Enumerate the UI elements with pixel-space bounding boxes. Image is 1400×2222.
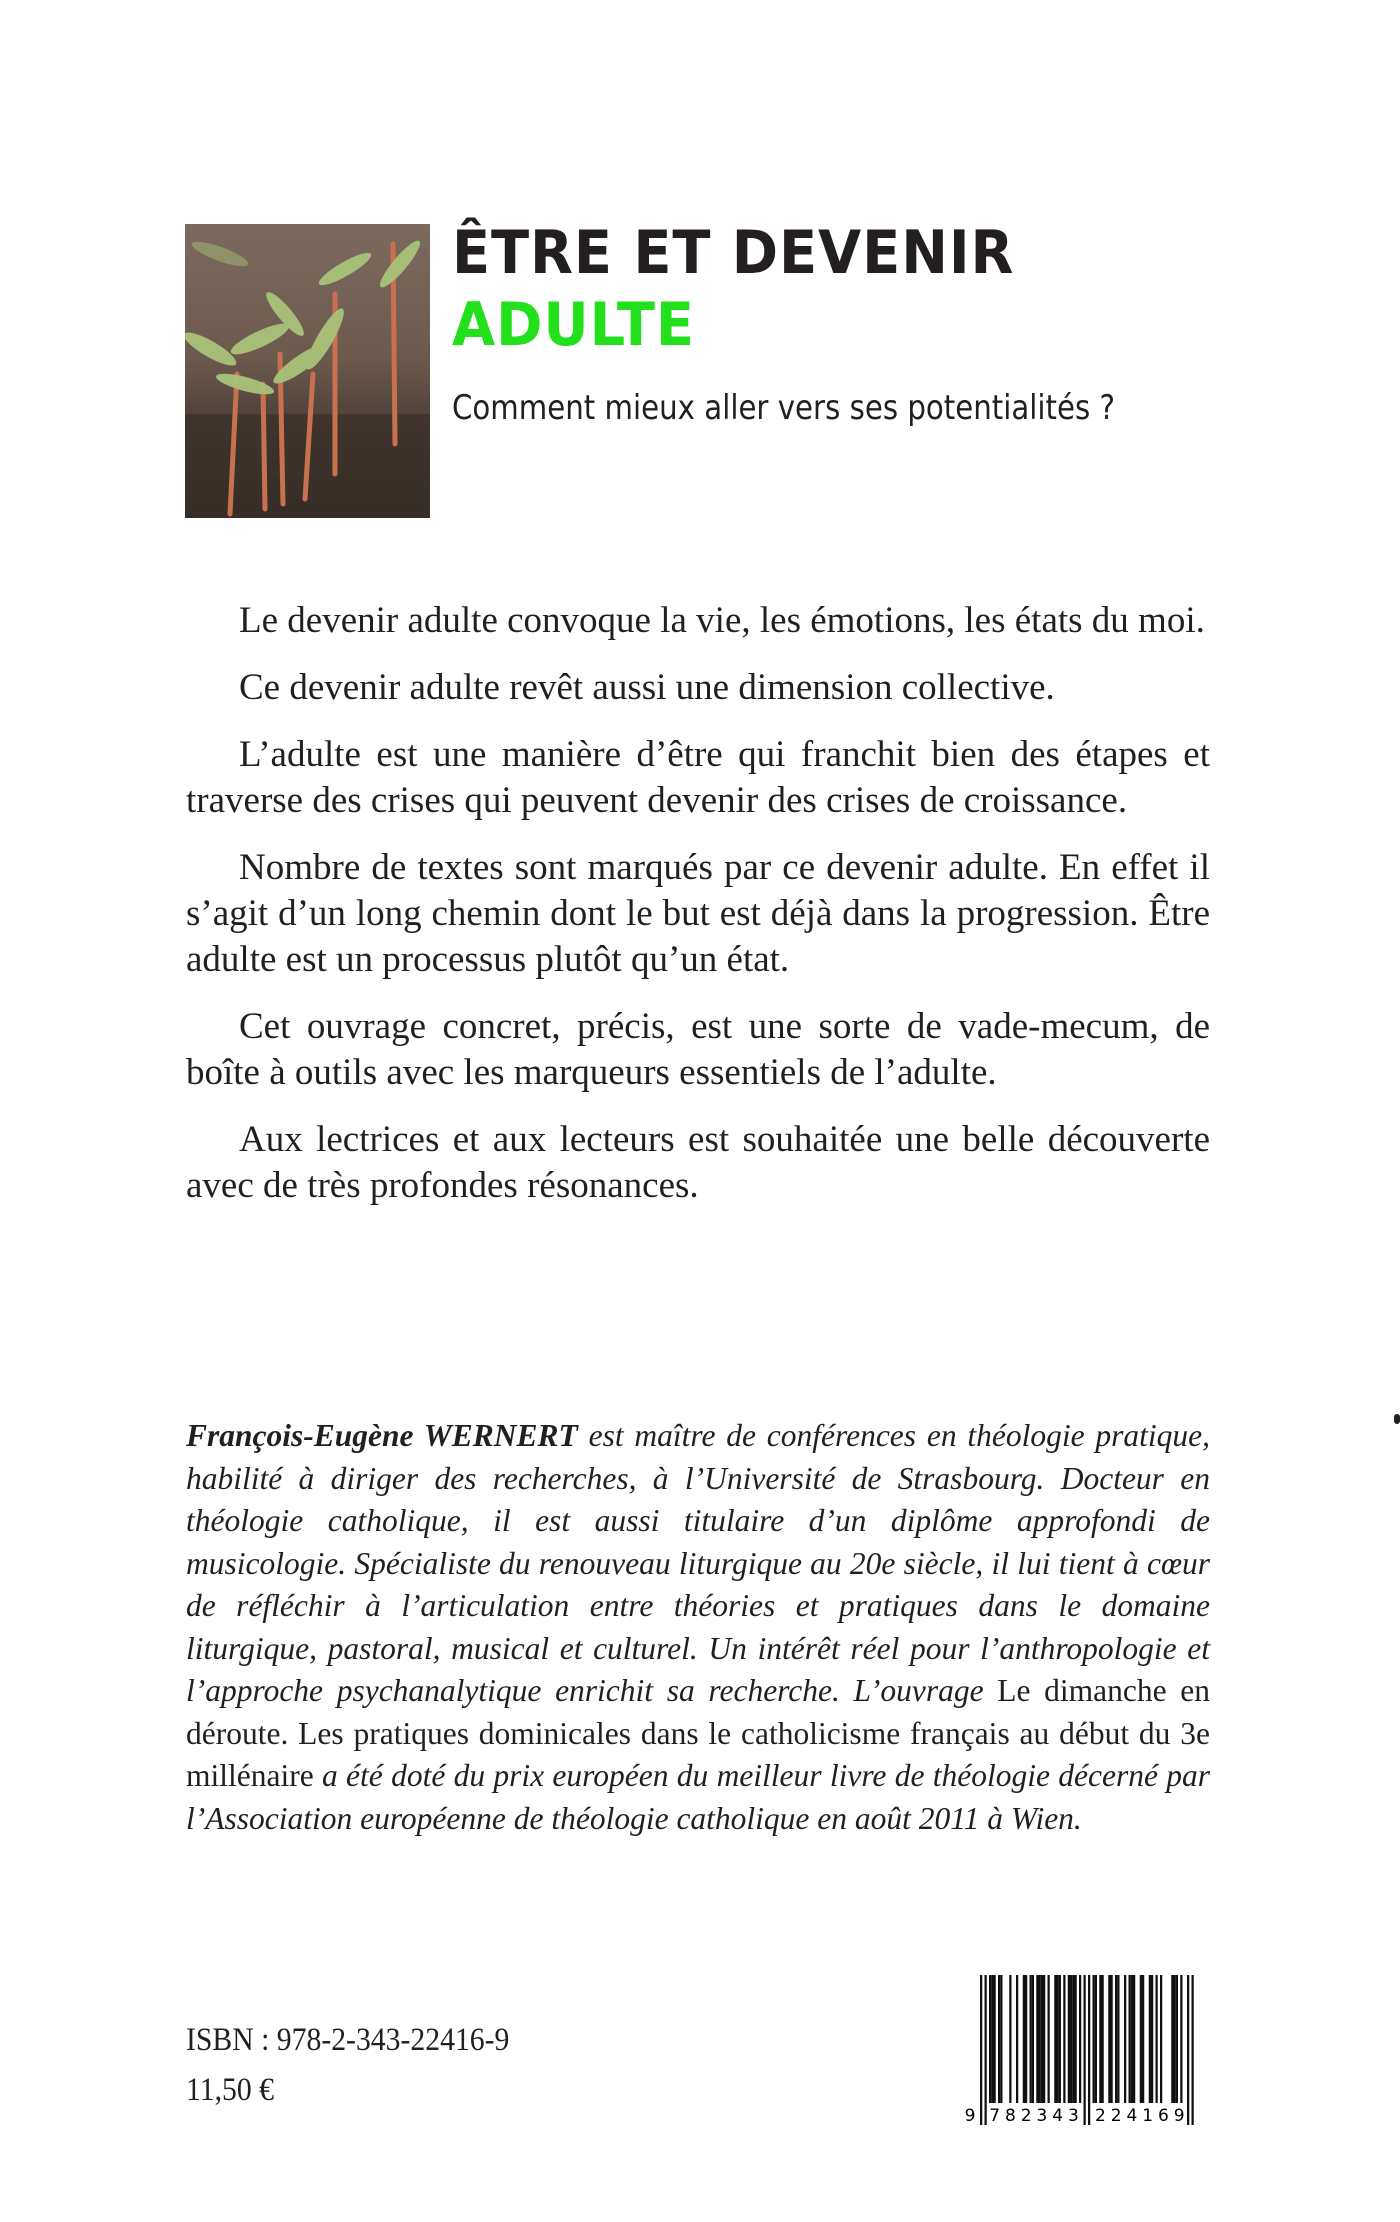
barcode-digit: 2 bbox=[1094, 2106, 1106, 2125]
barcode-bar bbox=[1171, 1975, 1173, 2103]
barcode-bar bbox=[1030, 1975, 1032, 2103]
summary-text bbox=[186, 598, 1210, 1230]
barcode-bar bbox=[1133, 1975, 1135, 2103]
summary-paragraph: Cet ouvrage concret, précis, est une sorte de vade-mecum, de boîte à outils avec les marqueurs essentiels de l’adulte. bbox=[186, 1006, 1210, 1093]
barcode-digit: 9 bbox=[1173, 2106, 1185, 2125]
barcode-digit: 2 bbox=[1020, 2106, 1032, 2125]
barcode-bar bbox=[1041, 1975, 1043, 2103]
barcode-bar bbox=[1032, 1975, 1034, 2103]
barcode-digit: 6 bbox=[1157, 2106, 1169, 2125]
barcode-bar bbox=[1151, 1975, 1153, 2103]
summary-paragraph: Le devenir adulte convoque la vie, les émotions, les états du moi. bbox=[239, 600, 1205, 641]
summary-paragraph: Aux lectrices et aux lecteurs est souhaitée une belle découverte avec de très profondes résonances. bbox=[186, 1119, 1210, 1206]
book-subtitle: Comment mieux aller vers ses potentialités ? bbox=[452, 388, 1116, 428]
barcode-bar bbox=[1131, 1975, 1133, 2103]
barcode-bar bbox=[989, 1975, 991, 2103]
barcode-bar bbox=[1099, 1975, 1101, 2103]
barcode-digit: 4 bbox=[1052, 2106, 1064, 2125]
barcode-bar bbox=[1187, 1975, 1189, 2125]
barcode-digit: 2 bbox=[1110, 2106, 1122, 2125]
barcode-bar bbox=[1084, 1975, 1086, 2125]
price: 11,50 € bbox=[186, 2072, 275, 2108]
barcode-digit: 1 bbox=[1142, 2106, 1154, 2125]
cited-book-title: Le dimanche en déroute. Les pratiques dominicales dans le catholicisme français au début du 3e millénaire bbox=[186, 1673, 1210, 1793]
barcode-bar bbox=[1102, 1975, 1104, 2103]
barcode-bar bbox=[991, 1975, 993, 2103]
barcode-bar bbox=[1115, 1975, 1117, 2103]
barcode-bar bbox=[994, 1975, 996, 2103]
book-title: ÊTRE ET DEVENIR bbox=[452, 218, 1015, 288]
barcode-bar bbox=[1160, 1975, 1162, 2103]
barcode-bar bbox=[1023, 1975, 1025, 2103]
book-title-accent: ADULTE bbox=[452, 290, 695, 360]
barcode-bar bbox=[1180, 1975, 1182, 2103]
barcode-bar bbox=[1063, 1975, 1065, 2103]
barcode-bar bbox=[980, 1975, 982, 2125]
author-bio-text-end: a été doté du prix européen du meilleur livre de théologie décerné par l’Association européenne de théologie catholique en août 2011 à Wien. bbox=[186, 1758, 1210, 1836]
barcode-digit: 7 bbox=[989, 2106, 1001, 2125]
barcode-bar bbox=[1068, 1975, 1070, 2103]
barcode-bar bbox=[1192, 1975, 1194, 2125]
barcode-bar bbox=[1036, 1975, 1038, 2103]
barcode-bar bbox=[1054, 1975, 1056, 2103]
barcode-bar bbox=[1070, 1975, 1072, 2103]
barcode-bar bbox=[1039, 1975, 1041, 2103]
barcode-bar bbox=[1124, 1975, 1126, 2103]
author-name: François-Eugène WERNERT bbox=[186, 1418, 578, 1453]
barcode-bar bbox=[1108, 1975, 1110, 2103]
barcode-bar bbox=[1025, 1975, 1027, 2103]
barcode-bar bbox=[1072, 1975, 1074, 2103]
barcode-bar bbox=[1174, 1975, 1176, 2103]
barcode-digit: 9 bbox=[964, 2106, 976, 2125]
barcode-bar bbox=[1176, 1975, 1178, 2103]
barcode-bar bbox=[1093, 1975, 1095, 2103]
barcode-bar bbox=[1142, 1975, 1144, 2103]
barcode bbox=[960, 1975, 1205, 2125]
barcode-bar bbox=[1075, 1975, 1077, 2103]
barcode-bar bbox=[1043, 1975, 1045, 2103]
barcode-digit: 8 bbox=[1004, 2106, 1016, 2125]
barcode-digit: 3 bbox=[1036, 2106, 1048, 2125]
barcode-bar bbox=[1111, 1975, 1113, 2103]
barcode-bar bbox=[1129, 1975, 1131, 2103]
seedlings-photo bbox=[185, 224, 430, 518]
barcode-bar bbox=[1059, 1975, 1061, 2103]
author-bio-text: est maître de conférences en théologie pratique, habilité à diriger des recherches, à l’Université de Strasbourg. Docteur en théologie catholique, il est aussi titulaire d’un diplôme approfondi de musicologie. Spécialiste du renouveau liturgique au 20e siècle, il lui tient à cœur de réfléchir à l’articulation entre théories et pratiques dans le domaine liturgique, pastoral, musical et culturel. Un intérêt réel pour l’anthropologie et l’approche psychanalytique enrichit sa recherche. L’ouvrage bbox=[186, 1418, 1210, 1708]
barcode-bar bbox=[1088, 1975, 1090, 2125]
barcode-bar bbox=[1057, 1975, 1059, 2103]
isbn: ISBN : 978-2-343-22416-9 bbox=[186, 2022, 510, 2058]
barcode-bar bbox=[1009, 1975, 1011, 2103]
barcode-bar bbox=[998, 1975, 1000, 2103]
barcode-bar bbox=[1079, 1975, 1081, 2103]
barcode-bar bbox=[1117, 1975, 1119, 2103]
barcode-bar bbox=[985, 1975, 987, 2125]
summary-paragraph: Ce devenir adulte revêt aussi une dimension collective. bbox=[239, 667, 1055, 708]
barcode-bar bbox=[1048, 1975, 1050, 2103]
barcode-bar bbox=[1095, 1975, 1097, 2103]
barcode-bar bbox=[1000, 1975, 1002, 2103]
barcode-bar bbox=[1140, 1975, 1142, 2103]
barcode-digit: 4 bbox=[1126, 2106, 1138, 2125]
edge-mark bbox=[1394, 1414, 1400, 1424]
summary-paragraph: L’adulte est une manière d’être qui franchit bien des étapes et traverse des crises qui peuvent devenir des crises de croissance. bbox=[186, 734, 1210, 821]
barcode-bar bbox=[1156, 1975, 1158, 2103]
barcode-bar bbox=[1016, 1975, 1018, 2103]
barcode-digit: 3 bbox=[1067, 2106, 1079, 2125]
summary-paragraph: Nombre de textes sont marqués par ce devenir adulte. En effet il s’agit d’un long chemin dont le but est déjà dans la progression. Être adulte est un processus plutôt qu’un état. bbox=[186, 847, 1210, 980]
barcode-bar bbox=[1149, 1975, 1151, 2103]
author-bio bbox=[186, 1415, 1210, 1840]
